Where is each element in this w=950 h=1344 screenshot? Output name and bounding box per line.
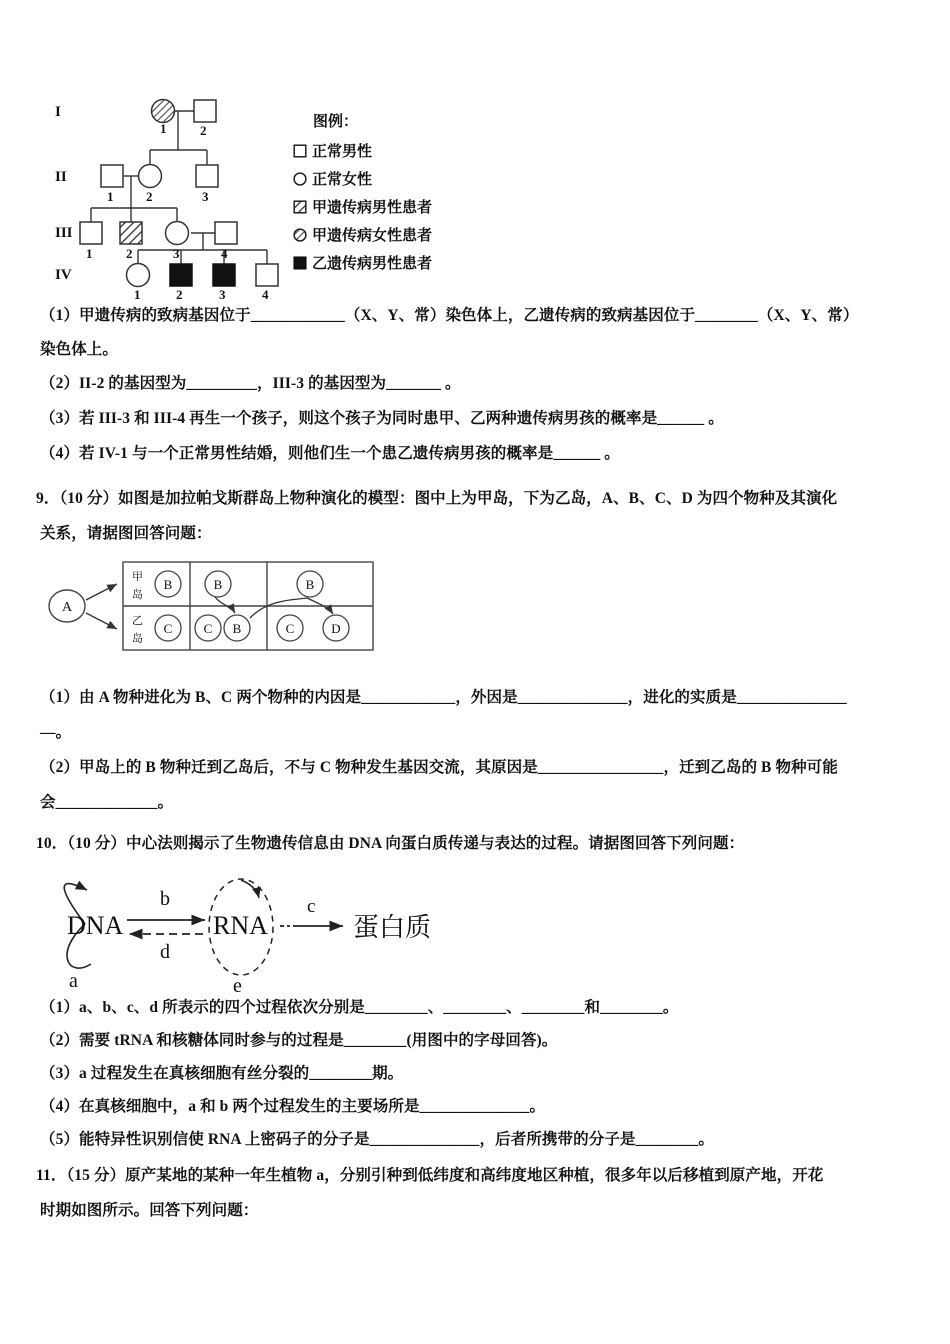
pedigree-individual-II-1 <box>101 165 123 187</box>
pedigree-individual-I-1 <box>152 100 175 123</box>
pedigree-label-IV-3: 3 <box>219 287 226 302</box>
central-dogma-svg <box>45 872 465 997</box>
species-row-label-yi-1: 乙 <box>132 614 143 627</box>
species-label-A: A <box>61 600 73 615</box>
svg-text:B: B <box>163 577 173 592</box>
q10-item-3: （3）a 过程发生在真核细胞有丝分裂的________期。 <box>40 1065 404 1082</box>
q8-item-4-line1: （4）若 IV-1 与一个正常男性结婚，则他们生一个患乙遗传病男孩的概率是______ 。 <box>40 445 620 462</box>
species-row-label-jia-1: 甲 <box>132 570 143 583</box>
dogma-letter-e: e <box>233 975 242 997</box>
q8-item-1-line2: 染色体上。 <box>40 341 119 358</box>
pedigree-label-IV-2: 2 <box>176 287 183 302</box>
open-circle-icon <box>293 172 307 191</box>
pedigree-generation-I: I <box>55 104 61 120</box>
legend-label-disease-jia-female: 甲遗传病女性患者 <box>312 228 433 244</box>
legend-item-disease-yi-male <box>293 252 432 275</box>
legend-title: 图例： <box>313 114 359 130</box>
q8-item-3-line1: （3）若 III-3 和 III-4 再生一个孩子，则这个孩子为同时患甲、乙两种遗传病男孩的概率是______ 。 <box>40 410 724 427</box>
pedigree-individual-IV-2 <box>170 264 192 286</box>
q9-item-1-line1: （1）由 A 物种进化为 B、C 两个物种的内因是____________，外因是______________，进化的实质是______________ <box>40 689 847 706</box>
pedigree-individual-III-1 <box>80 222 102 244</box>
legend-item-normal-female <box>293 168 372 191</box>
pedigree-individual-I-2 <box>194 100 216 122</box>
filled-square-icon <box>293 256 307 275</box>
pedigree-individual-IV-3 <box>213 264 235 286</box>
dogma-node-dna: DNA <box>67 911 124 940</box>
q9-item-2-cont <box>40 795 930 811</box>
dogma-node-rna: RNA <box>213 911 268 940</box>
q8-item-4 <box>40 446 920 462</box>
q8-item-1-cont <box>40 342 920 358</box>
curve-link-stage2-to-stage3 <box>250 598 307 618</box>
pedigree-label-III-2: 2 <box>126 246 133 261</box>
q11-stem-line2: 时期如图所示。回答下列问题： <box>40 1202 259 1219</box>
pedigree-label-IV-4: 4 <box>262 287 269 302</box>
q10-item-4: （4）在真核细胞中，a 和 b 两个过程发生的主要场所是______________。 <box>40 1098 546 1115</box>
pedigree-label-III-3: 3 <box>173 246 180 261</box>
pedigree-chart <box>55 88 525 302</box>
pedigree-individual-III-3 <box>166 222 189 245</box>
q9-item-2-line1: （2）甲岛上的 B 物种迁到乙岛后，不与 C 物种发生基因交流，其原因是________________，迁到乙岛的 B 物种可能 <box>40 759 838 776</box>
q8-item-3 <box>40 411 920 427</box>
q8-item-2 <box>40 376 920 392</box>
dogma-letter-d: d <box>160 941 170 963</box>
arrow-A-to-island-yi <box>86 613 117 629</box>
pedigree-individual-III-4 <box>215 222 237 244</box>
pedigree-label-III-4: 4 <box>221 246 228 261</box>
q11-stem-line1: 11．（15 分）原产某地的某种一年生植物 a，分别引种到低纬度和高纬度地区种植，很多年以后移植到原产地，开花 <box>36 1167 824 1184</box>
pedigree-label-III-1: 1 <box>86 246 93 261</box>
pedigree-label-IV-1: 1 <box>134 287 141 302</box>
legend-label-disease-jia-male: 甲遗传病男性患者 <box>312 200 433 216</box>
svg-text:C: C <box>163 621 173 636</box>
legend-label-normal-female: 正常女性 <box>312 172 373 188</box>
species-evolution-model <box>45 556 385 656</box>
dogma-letter-c: c <box>307 896 316 917</box>
rna-self-loop-e-arrow <box>241 880 259 898</box>
svg-text:C: C <box>203 621 213 636</box>
dogma-letter-b: b <box>160 888 170 910</box>
pedigree-generation-II: II <box>55 169 67 185</box>
pedigree-individual-IV-4 <box>256 264 278 286</box>
species-row-label-yi-2: 岛 <box>132 632 143 645</box>
hatched-square-icon <box>293 200 307 219</box>
q8-item-2-line1: （2）II-2 的基因型为_________，III-3 的基因型为_______ 。 <box>40 375 461 392</box>
svg-text:B: B <box>213 577 223 592</box>
q9-item-2 <box>40 760 930 776</box>
svg-text:D: D <box>331 621 341 636</box>
pedigree-individual-II-2 <box>139 165 162 188</box>
legend-item-disease-jia-female <box>293 224 432 247</box>
central-dogma-diagram <box>45 872 465 997</box>
q9-item-1-line2: —。 <box>40 724 72 741</box>
hatched-circle-icon <box>293 228 307 247</box>
dogma-node-protein: 蛋白质 <box>353 913 432 943</box>
q9-item-1-cont <box>40 725 930 741</box>
legend-item-normal-male <box>293 140 372 163</box>
legend-label-normal-male: 正常男性 <box>312 144 373 160</box>
arrow-B-migrate-stage2 <box>215 597 235 613</box>
species-evolution-svg <box>45 556 385 656</box>
q9-item-1 <box>40 690 930 706</box>
pedigree-label-I-2: 2 <box>200 123 207 138</box>
q9-stem-line2: 关系，请据图回答问题： <box>40 525 212 542</box>
legend-label-disease-yi-male: 乙遗传病男性患者 <box>312 256 433 272</box>
svg-text:C: C <box>285 621 295 636</box>
species-row-label-jia-2: 岛 <box>132 588 143 601</box>
q10-stem: 10．（10 分）中心法则揭示了生物遗传信息由 DNA 向蛋白质传递与表达的过程。请据图回答下列问题： <box>36 835 745 852</box>
q8-item-1 <box>40 308 920 324</box>
pedigree-generation-III: III <box>55 225 73 241</box>
pedigree-label-I-1: 1 <box>160 121 167 136</box>
pedigree-individual-II-3 <box>196 165 218 187</box>
dogma-letter-a: a <box>69 970 78 992</box>
pedigree-label-II-1: 1 <box>107 189 114 204</box>
pedigree-individual-III-2 <box>120 222 142 244</box>
pedigree-label-II-2: 2 <box>146 189 153 204</box>
pedigree-individual-IV-1 <box>127 264 150 287</box>
q10-item-5: （5）能特异性识别信使 RNA 上密码子的分子是______________，后者所携带的分子是________。 <box>40 1131 714 1148</box>
pedigree-generation-IV: IV <box>55 267 72 283</box>
svg-text:B: B <box>305 577 315 592</box>
q10-item-1: （1）a、b、c、d 所表示的四个过程依次分别是________、________、________和________。 <box>40 999 679 1016</box>
q8-item-1-line1: （1）甲遗传病的致病基因位于____________（X、Y、常）染色体上，乙遗传病的致病基因位于________（X、Y、常） <box>40 307 859 324</box>
q10-item-2: （2）需要 tRNA 和核糖体同时参与的过程是________(用图中的字母回答)。 <box>40 1032 558 1049</box>
arrow-A-to-island-jia <box>86 584 117 600</box>
q9-stem-line1: 9．（10 分）如图是加拉帕戈斯群岛上物种演化的模型：图中上为甲岛，下为乙岛，A、B、C、D 为四个物种及其演化 <box>36 490 838 507</box>
legend-item-disease-jia-male <box>293 196 432 219</box>
open-square-icon <box>293 144 307 163</box>
q9-item-2-line2: 会_____________。 <box>40 794 174 811</box>
pedigree-svg <box>55 88 525 302</box>
pedigree-label-II-3: 3 <box>202 189 209 204</box>
svg-text:B: B <box>232 621 242 636</box>
